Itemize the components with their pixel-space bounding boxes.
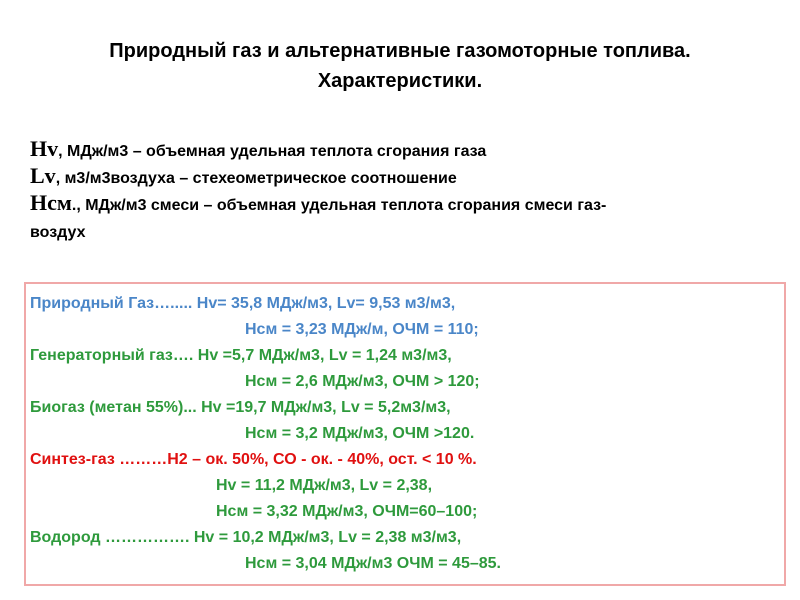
fuel-line: Генераторный газ…. Нv =5,7 МДж/м3, Lv = 1,24 м3/м3,: [30, 347, 452, 364]
definition-symbol: Lv: [30, 163, 56, 188]
fuels-list: [30, 291, 790, 577]
definition-text: воздух: [30, 224, 86, 241]
definition-symbol: Нсм: [30, 190, 72, 215]
definitions-list: [30, 137, 780, 245]
fuel-line: Нсм = 3,2 МДж/м3, ОЧМ >120.: [245, 425, 475, 442]
slide-title-line-2: Характеристики.: [317, 70, 483, 92]
definition-text: ., МДж/м3 смеси – объемная удельная теплота сгорания смеси газ-: [71, 197, 607, 214]
definition-stoich-ratio: [30, 164, 780, 191]
definition-continuation: [30, 218, 780, 245]
fuel-line: Нсм = 3,04 МДж/м3 ОЧМ = 45–85.: [245, 555, 501, 572]
fuel-line: Нсм = 3,23 МДж/м, ОЧМ = 110;: [245, 321, 479, 338]
definition-text: , м3/м3воздуха – стехеометрическое соотношение: [55, 170, 457, 187]
definition-symbol: Нv: [30, 136, 59, 161]
definition-heat-value: [30, 137, 780, 164]
fuel-line: Нv = 11,2 МДж/м3, Lv = 2,38,: [216, 477, 433, 494]
fuel-line: Природный Газ…..... Нv= 35,8 МДж/м3, Lv= 9,53 м3/м3,: [30, 295, 456, 312]
definition-mixture-heat: [30, 191, 780, 218]
definition-text: , МДж/м3 – объемная удельная теплота сгорания газа: [58, 143, 487, 160]
fuel-line: Синтез-газ ………Н2 – ок. 50%, СО - ок. - 40%, ост. < 10 %.: [30, 451, 477, 468]
fuel-line: Нсм = 3,32 МДж/м3, ОЧМ=60–100;: [216, 503, 478, 520]
fuel-line: Биогаз (метан 55%)... Нv =19,7 МДж/м3, Lv = 5,2м3/м3,: [30, 399, 451, 416]
slide-title-line-1: Природный газ и альтернативные газомоторные топлива.: [109, 40, 691, 62]
slide-title: [0, 36, 800, 96]
fuel-line: Водород ……………. Нv = 10,2 МДж/м3, Lv = 2,38 м3/м3,: [30, 529, 462, 546]
fuel-line: Нсм = 2,6 МДж/м3, ОЧМ > 120;: [245, 373, 480, 390]
